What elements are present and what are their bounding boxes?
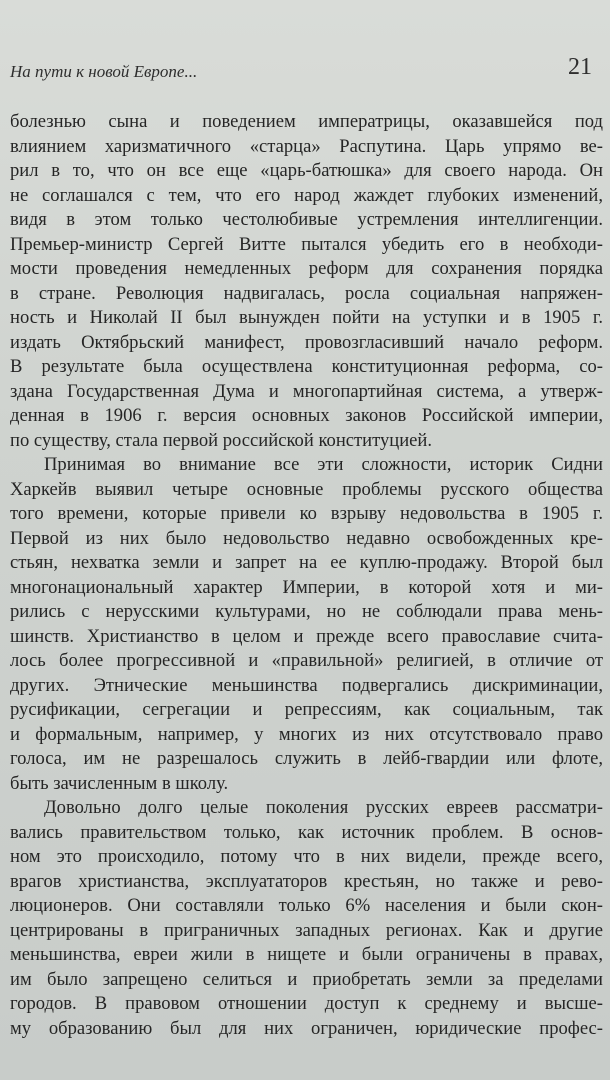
text-line: по существу, стала первой российской конституцией. [10,429,433,451]
body-text [10,110,603,1041]
text-line: Премьер-министр Сергей Витте пытался убедить его в необходи- [10,233,603,255]
text-line: им было запрещено селиться и приобретать земли за пределами [10,968,603,990]
text-line: шинств. Христианство в целом и прежде всего православие счита- [10,625,603,647]
text-line: ном это происходило, потому что в них видели, прежде всего, [10,846,603,867]
text-line: рились с нерусскими культурами, но не соблюдали права мень- [10,601,603,622]
text-line: Довольно долго целые поколения русских евреев рассматри- [44,797,603,818]
text-line: здана Государственная Дума и многопартийная система, а утверж- [10,380,603,402]
text-line: других. Этнические меньшинства подвергались дискриминации, [10,674,603,696]
text-line: и формальным, например, у многих из них отсутствовало право [10,723,603,745]
page-header [10,52,600,86]
paragraph [10,110,603,453]
paragraph [10,453,603,796]
text-line: Принимая во внимание все эти сложности, историк Сидни [44,454,603,475]
page-number: 21 [568,54,592,80]
text-line: денная в 1906 г. версия основных законов Российской империи, [10,405,603,426]
text-line: рил в то, что он все еще «царь-батюшка» для своего народа. Он [10,160,603,181]
text-line: видя в этом только честолюбивые устремления интеллигенции. [10,209,603,230]
text-line: меньшинства, евреи жили в нищете и были ограничены в правах, [10,944,603,965]
text-line: того времени, которые привели ко взрыву недовольства в 1905 г. [10,503,603,524]
text-line: вались правительством только, как источник проблем. В основ- [10,821,603,843]
text-line: городов. В правовом отношении доступ к среднему и высше- [10,993,603,1014]
text-line: Харкейв выявил четыре основные проблемы русского общества [10,478,603,500]
text-line: русификации, сегрегации и репрессиям, как социальным, так [10,699,603,720]
paragraph [10,796,603,1041]
text-line: не соглашался с тем, что его народ жаждет глубоких изменений, [10,184,603,206]
text-line: В результате была осуществлена конституционная реформа, со- [10,356,603,377]
text-line: болезнью сына и поведением императрицы, оказавшейся под [10,111,603,132]
text-line: голоса, им не разрешалось служить в лейб-гвардии или флоте, [10,748,603,769]
text-line: быть зачисленным в школу. [10,772,229,794]
running-head: На пути к новой Европе... [10,62,198,81]
text-line: многонациональный характер Империи, в которой хотя и ми- [10,576,603,598]
text-line: Первой из них было недовольство недавно освобожденных кре- [10,527,603,549]
text-line: лось более прогрессивной и «правильной» религией, в отличие от [10,650,603,671]
text-line: мости проведения немедленных реформ для сохранения порядка [10,258,603,279]
text-line: му образованию был для них ограничен, юридические профес- [10,1017,603,1039]
text-line: люционеров. Они составляли только 6% населения и были скон- [10,895,603,916]
text-line: влиянием харизматичного «старца» Распутина. Царь упрямо ве- [10,135,603,157]
text-line: в стране. Революция надвигалась, росла социальная напряжен- [10,282,603,304]
text-line: центрированы в приграничных западных регионах. Как и другие [10,919,603,941]
text-line: стьян, нехватка земли и запрет на ее куплю-продажу. Второй был [10,552,603,573]
text-line: врагов христианства, эксплуататоров крестьян, но также и рево- [10,870,603,892]
text-line: издать Октябрьский манифест, провозгласивший начало реформ. [10,331,603,353]
text-line: ность и Николай II был вынужден пойти на уступки и в 1905 г. [10,307,603,328]
